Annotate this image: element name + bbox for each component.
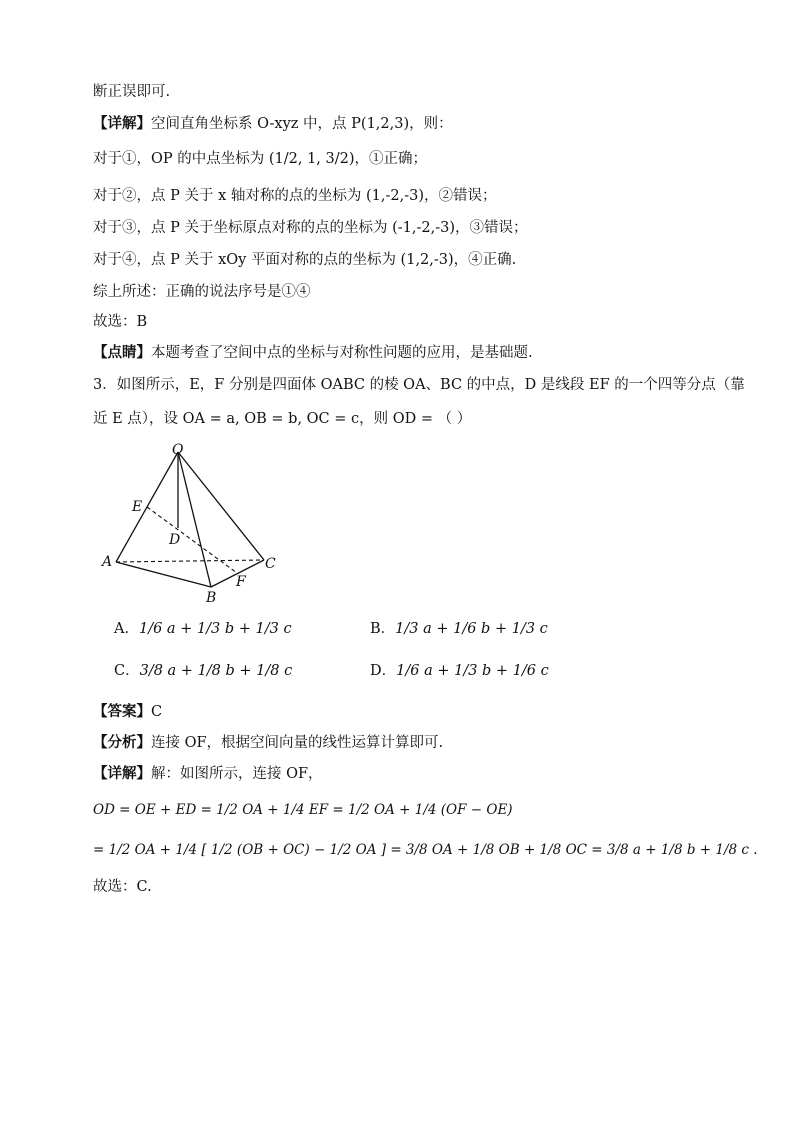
text-line: 对于①，OP 的中点坐标为 (1/2, 1, 3/2)，①正确；	[93, 151, 428, 167]
option-text: 1/3 a + 1/6 b + 1/3 c	[395, 621, 548, 637]
option-letter: B．	[370, 621, 396, 637]
option-letter: D．	[370, 663, 397, 679]
section-label: 【分析】	[93, 734, 151, 751]
detail-line	[93, 764, 323, 784]
answer-value: C	[151, 704, 163, 720]
text-line: 对于③，点 P 关于坐标原点对称的点的坐标为 (-1,-2,-3)，③错误；	[93, 220, 528, 236]
section-label: 【点睛】	[93, 344, 151, 361]
question-line: 近 E 点），设 OA = a, OB = b, OC = c，则 OD = （ ）	[93, 411, 472, 427]
option-text: 1/6 a + 1/3 b + 1/6 c	[396, 663, 549, 679]
label-B: B	[206, 590, 217, 605]
text-line: 对于②，点 P 关于 x 轴对称的点的坐标为 (1,-2,-3)，②错误；	[93, 188, 497, 204]
option-text: 3/8 a + 1/8 b + 1/8 c	[139, 663, 293, 679]
analysis-line	[93, 733, 443, 753]
line-content: 本题考查了空间中点的坐标与对称性问题的应用，是基础题.	[151, 345, 533, 361]
equation-1: OD = OE + ED = 1/2 OA + 1/4 EF = 1/2 OA + 1/4 (OF − OE)	[93, 802, 513, 818]
text-line: 综上所述：正确的说法序号是①④	[93, 284, 311, 300]
edge-AB	[116, 562, 211, 587]
option-c[interactable]	[114, 661, 292, 681]
text-line: 故选：B	[93, 314, 148, 330]
label-F: F	[236, 574, 246, 590]
option-letter: A．	[114, 621, 139, 637]
section-label: 【答案】	[93, 703, 151, 720]
segment-EF	[147, 507, 237, 573]
text-line: 对于④，点 P 关于 xOy 平面对称的点的坐标为 (1,2,-3)，④正确.	[93, 252, 517, 268]
section-label: 【详解】	[93, 765, 151, 782]
question-line: 3．如图所示，E，F 分别是四面体 OABC 的棱 OA、BC 的中点，D 是线段 EF 的一个四等分点（靠	[93, 377, 745, 393]
analysis-text: 连接 OF，根据空间向量的线性运算计算即可.	[151, 735, 444, 751]
text-line: 断正误即可.	[93, 84, 171, 100]
detail-text: 解：如图所示，连接 OF，	[151, 766, 323, 782]
text-line	[93, 343, 533, 363]
label-D: D	[169, 532, 181, 548]
option-d[interactable]	[370, 661, 549, 681]
label-A: A	[102, 554, 113, 570]
equation-2: = 1/2 OA + 1/4 [ 1/2 (OB + OC) − 1/2 OA ] = 3/8 OA + 1/8 OB + 1/8 OC = 3/8 a + 1/8 b + 1/8 c .	[93, 842, 758, 858]
conclusion-line: 故选：C.	[93, 879, 152, 895]
option-b[interactable]	[370, 619, 548, 639]
line-content: 空间直角坐标系 O-xyz 中，点 P(1,2,3)，则：	[151, 116, 453, 132]
label-C: C	[265, 556, 276, 572]
edge-AC-hidden	[116, 560, 264, 562]
option-letter: C．	[114, 663, 140, 679]
answer-line	[93, 702, 162, 722]
label-E: E	[132, 499, 143, 515]
label-O: O	[172, 442, 184, 458]
text-line	[93, 114, 453, 134]
tetrahedron-figure	[95, 440, 295, 605]
option-a[interactable]	[114, 619, 292, 639]
option-text: 1/6 a + 1/3 b + 1/3 c	[138, 621, 292, 637]
section-label: 【详解】	[93, 115, 151, 132]
